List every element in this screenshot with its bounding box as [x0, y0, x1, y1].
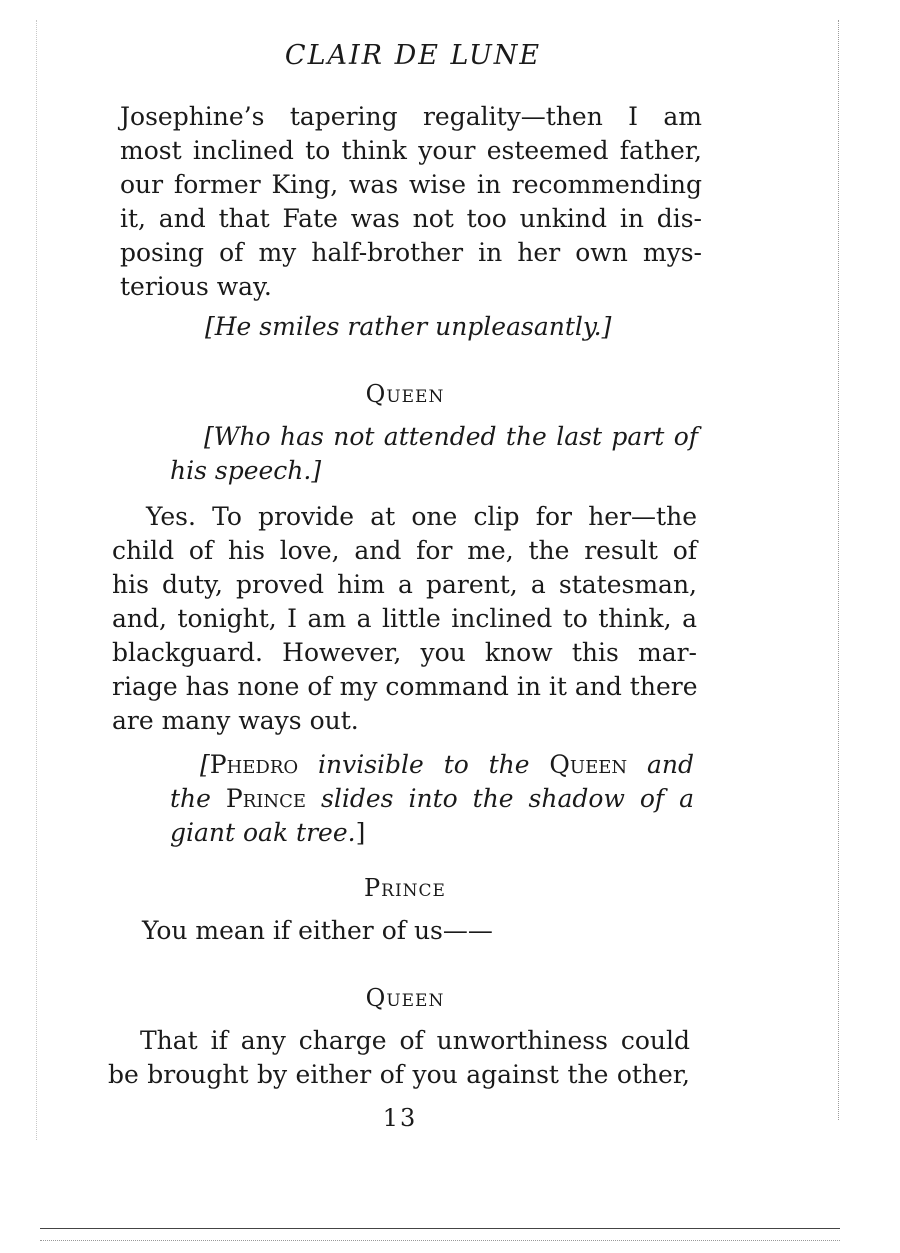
stage-direction-2 [170, 420, 698, 488]
text-line: You mean if either of us—— [142, 916, 493, 945]
text-line: child of his love, and for me, the result of [112, 536, 697, 565]
text-line [170, 782, 694, 816]
stage-text: invisible to the [298, 750, 550, 779]
scan-bottom-edge [40, 1228, 840, 1229]
scan-edge-right [838, 20, 839, 1120]
text-line: our former King, was wise in recommending [120, 170, 702, 199]
text-line [170, 816, 694, 850]
paragraph-2 [112, 500, 697, 738]
text-line: That if any charge of unworthiness could [140, 1026, 690, 1055]
text-line [170, 748, 694, 782]
text-line: be brought by either of you against the other, [108, 1060, 690, 1089]
stage-text: the [170, 784, 226, 813]
character-name: Queen [549, 750, 628, 779]
text-line: and, tonight, I am a little inclined to think, a [112, 604, 697, 633]
paragraph-4 [108, 1024, 690, 1092]
text-line: are many ways out. [112, 706, 359, 735]
stage-text: slides into the shadow of a [306, 784, 695, 813]
text-line: terious way. [120, 272, 272, 301]
text-line: most inclined to think your esteemed father, [120, 136, 702, 165]
text-line: blackguard. However, you know this mar- [112, 638, 697, 667]
text-line: his duty, proved him a parent, a statesman, [112, 570, 697, 599]
stage-text: and [627, 750, 694, 779]
page-number: 13 [382, 1104, 418, 1132]
bracket: ] [355, 818, 366, 847]
stage-text: giant oak tree. [170, 818, 356, 847]
text-line: [Who has not attended the last part of [204, 422, 698, 451]
running-head: CLAIR DE LUNE [284, 40, 542, 71]
stage-direction-3 [170, 748, 694, 850]
speaker-prince: Prince [364, 874, 446, 902]
character-name: Prince [225, 784, 307, 813]
speaker-queen-2: Queen [365, 984, 445, 1012]
speaker-queen: Queen [365, 380, 445, 408]
text-line: Yes. To provide at one clip for her—the [146, 502, 697, 531]
paragraph-1 [120, 100, 702, 304]
scan-edge-left [36, 20, 37, 1140]
text-line: Josephine’s tapering regality—then I am [120, 102, 702, 131]
text-line: [He smiles rather unpleasantly.] [205, 312, 612, 341]
text-line: it, and that Fate was not too unkind in dis- [120, 204, 702, 233]
text-line: posing of my half-brother in her own mys- [120, 238, 702, 267]
stage-direction-1 [205, 310, 705, 344]
scan-bottom-edge-dotted [40, 1240, 840, 1241]
bracket: [ [200, 750, 210, 779]
text-line: riage has none of my command in it and there [112, 672, 698, 701]
character-name: Phedro [209, 750, 299, 779]
paragraph-3 [142, 914, 702, 948]
text-line: his speech.] [170, 456, 322, 485]
